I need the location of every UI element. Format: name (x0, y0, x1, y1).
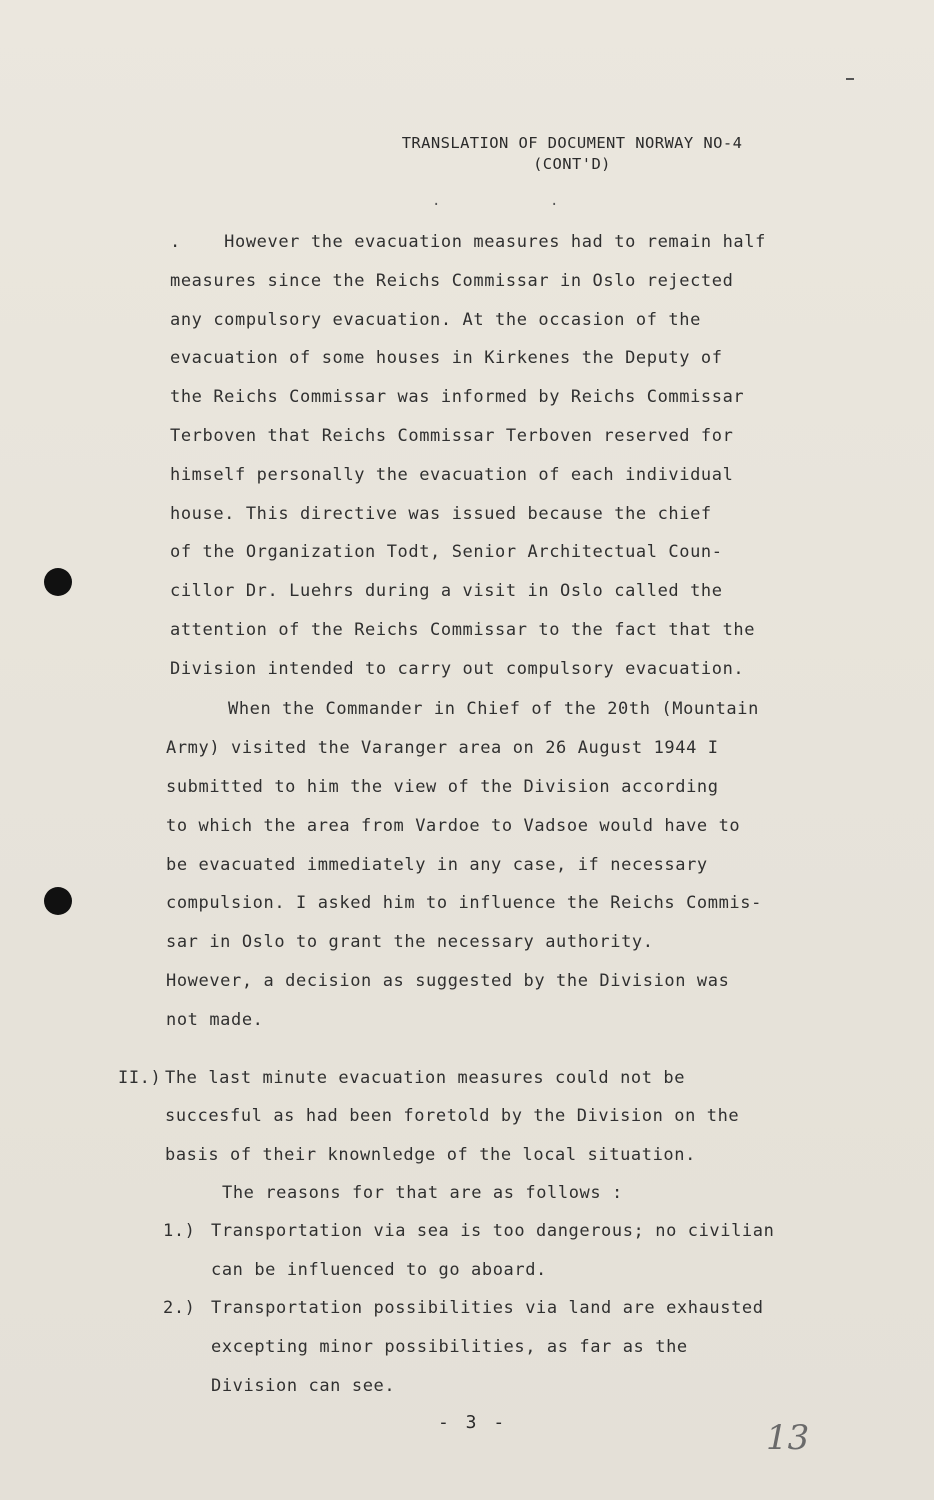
text-line: any compulsory evacuation. At the occasion of the (170, 310, 701, 330)
document-title-continued: (CONT'D) (533, 155, 611, 173)
text-line: house. This directive was issued because the chief (170, 504, 712, 524)
list-item-line: Division can see. (211, 1376, 396, 1396)
text-line: . However the evacuation measures had to remain half (170, 232, 766, 252)
text-line: However, a decision as suggested by the Division was (166, 971, 730, 991)
text-line: succesful as had been foretold by the Division on the (165, 1106, 740, 1126)
list-item-line: Transportation possibilities via land are exhausted (211, 1298, 764, 1318)
list-item-line: Transportation via sea is too dangerous; no civilian (211, 1221, 775, 1241)
text-line: The last minute evacuation measures could not be (165, 1068, 686, 1088)
text-line: sar in Oslo to grant the necessary authority. (166, 932, 654, 952)
text-line: cillor Dr. Luehrs during a visit in Oslo called the (170, 581, 723, 601)
edge-mark (846, 78, 854, 80)
text-line: of the Organization Todt, Senior Architectual Coun- (170, 542, 723, 562)
section-marker: II.) (118, 1068, 162, 1088)
text-line: be evacuated immediately in any case, if necessary (166, 855, 708, 875)
punch-hole-lower (44, 887, 72, 915)
text-line: When the Commander in Chief of the 20th (Mountain (228, 699, 759, 719)
list-item-line: excepting minor possibilities, as far as the (211, 1337, 688, 1357)
punch-hole-upper (44, 568, 72, 596)
list-item-line: can be influenced to go aboard. (211, 1260, 547, 1280)
reasons-intro: The reasons for that are as follows : (222, 1183, 623, 1203)
stray-mark: . . (432, 193, 559, 209)
text-line: to which the area from Vardoe to Vadsoe would have to (166, 816, 741, 836)
page-number: - 3 - (438, 1412, 508, 1433)
text-line: measures since the Reichs Commissar in Oslo rejected (170, 271, 734, 291)
text-line: submitted to him the view of the Division according (166, 777, 719, 797)
text-line: basis of their knownledge of the local situation. (165, 1145, 696, 1165)
text-line: himself personally the evacuation of each individual (170, 465, 734, 485)
text-line: evacuation of some houses in Kirkenes the Deputy of (170, 348, 723, 368)
text-line: compulsion. I asked him to influence the Reichs Commis- (166, 893, 762, 913)
list-number: 1.) (163, 1221, 196, 1241)
text-line: the Reichs Commissar was informed by Reichs Commissar (170, 387, 745, 407)
text-line: Division intended to carry out compulsory evacuation. (170, 659, 745, 679)
document-title: TRANSLATION OF DOCUMENT NORWAY NO-4 (401, 134, 743, 152)
list-number: 2.) (163, 1298, 196, 1318)
text-line: Terboven that Reichs Commissar Terboven reserved for (170, 426, 734, 446)
text-line: attention of the Reichs Commissar to the fact that the (170, 620, 756, 640)
text-line: not made. (166, 1010, 264, 1030)
text-line: Army) visited the Varanger area on 26 August 1944 I (166, 738, 719, 758)
handwritten-folio-number: 13 (766, 1418, 810, 1458)
